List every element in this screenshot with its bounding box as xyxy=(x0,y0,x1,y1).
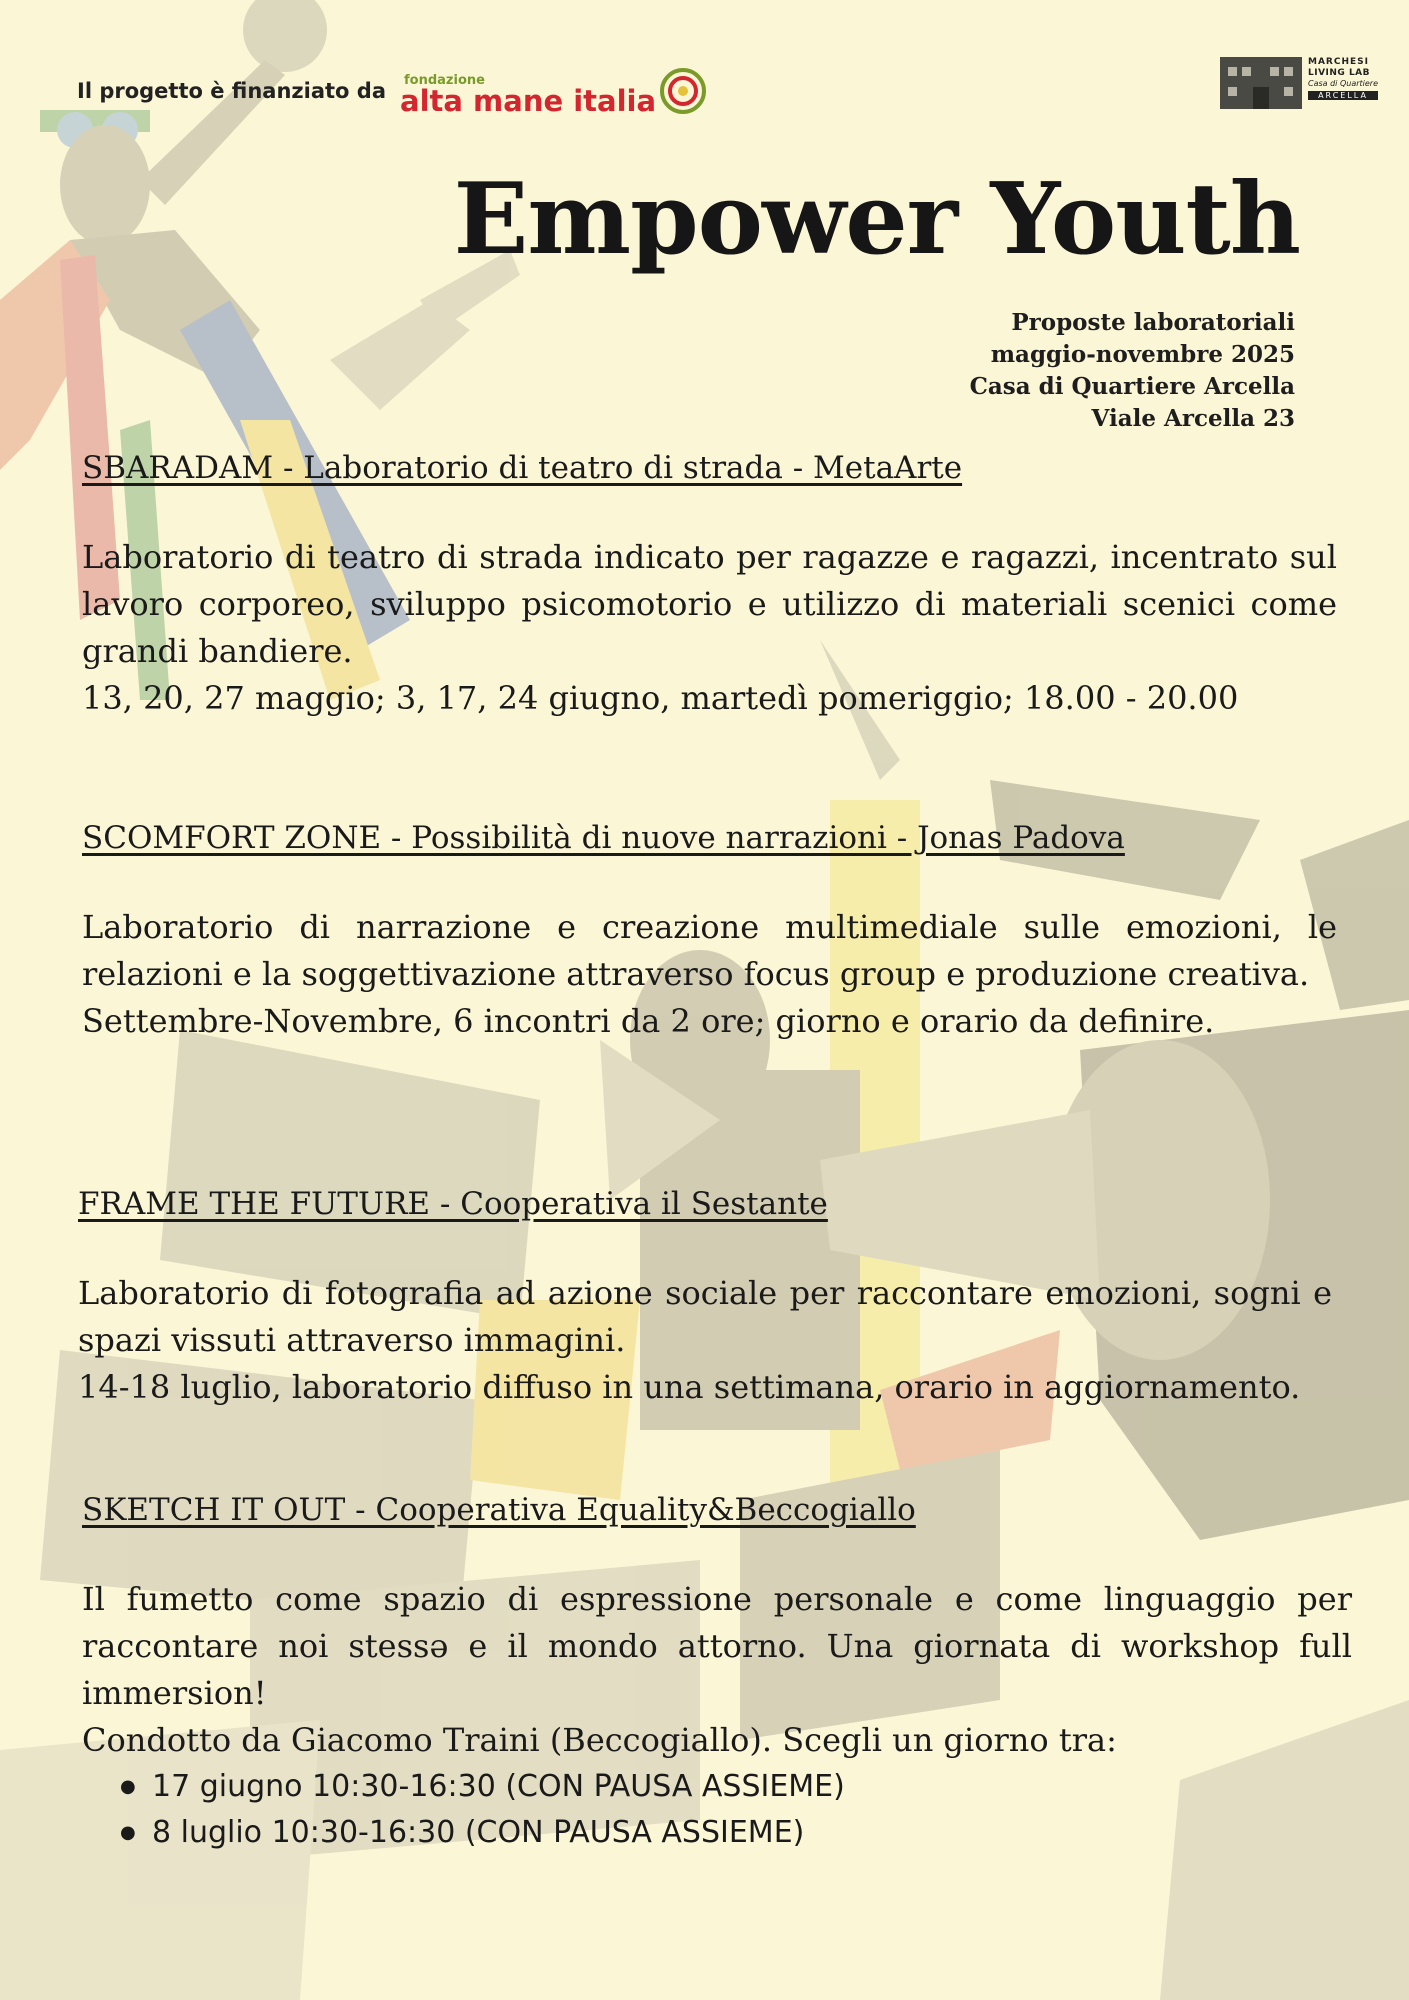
alta-mane-italia-logo xyxy=(400,66,708,116)
page-title: Empower Youth xyxy=(453,162,1300,277)
sponsor-small-text: fondazione xyxy=(404,73,485,88)
partner-name-line3: Casa di Quartiere xyxy=(1308,79,1378,88)
partner-name-line4: ARCELLA xyxy=(1308,91,1378,100)
workshop-description: Il fumetto come spazio di espressione personale e come linguaggio per raccontare noi stessə e il mondo attorno. Una giornata di workshop full immersion! xyxy=(82,1580,1352,1712)
workshop-title: SKETCH IT OUT - Cooperativa Equality&Beccogiallo xyxy=(82,1492,916,1528)
event-info-line2: maggio-novembre 2025 xyxy=(990,341,1295,368)
list-item: ● 8 luglio 10:30-16:30 (CON PAUSA ASSIEME) xyxy=(120,1810,1352,1856)
workshop-description: Laboratorio di fotografia ad azione sociale per raccontare emozioni, sogni e spazi vissuti attraverso immagini. xyxy=(78,1274,1332,1359)
workshop-title: FRAME THE FUTURE - Cooperativa il Sestante xyxy=(78,1186,828,1222)
event-info-line3: Casa di Quartiere Arcella xyxy=(969,373,1295,400)
funding-text: Il progetto è finanziato da xyxy=(77,79,386,103)
workshop-title: SCOMFORT ZONE - Possibilità di nuove narrazioni - Jonas Padova xyxy=(82,820,1125,856)
funding-credit xyxy=(77,66,708,116)
workshop-sketch-it-out xyxy=(82,1490,1352,1856)
workshop-frame-the-future xyxy=(78,1184,1332,1411)
marchesi-living-lab-logo xyxy=(1220,57,1378,109)
event-info-line1: Proposte laboratoriali xyxy=(1011,309,1295,336)
event-info xyxy=(700,307,1295,435)
workshop-sbaradam xyxy=(82,448,1337,722)
workshop-schedule: Settembre-Novembre, 6 incontri da 2 ore; giorno e orario da definire. xyxy=(82,1002,1215,1040)
sponsor-swirl-icon xyxy=(658,66,708,116)
workshop-schedule: 14-18 luglio, laboratorio diffuso in una settimana, orario in aggiornamento. xyxy=(78,1368,1301,1406)
workshop-description: Laboratorio di teatro di strada indicato per ragazze e ragazzi, incentrato sul lavoro corporeo, sviluppo psicomotorio e utilizzo di materiali scenici come grandi bandiere. xyxy=(82,538,1337,670)
workshop-scomfort-zone xyxy=(82,818,1337,1045)
event-info-line4: Viale Arcella 23 xyxy=(1091,405,1295,432)
workshop-schedule: 13, 20, 27 maggio; 3, 17, 24 giugno, martedì pomeriggio; 18.00 - 20.00 xyxy=(82,679,1239,717)
partner-name-line2: LIVING LAB xyxy=(1308,68,1371,78)
sponsor-name: alta mane italia xyxy=(400,84,657,118)
workshop-description: Laboratorio di narrazione e creazione multimediale sulle emozioni, le relazioni e la soggettivazione attraverso focus group e produzione creativa. xyxy=(82,908,1337,993)
date-options-list xyxy=(82,1764,1352,1856)
partner-name-line1: MARCHESI xyxy=(1308,57,1369,67)
workshop-title: SBARADAM - Laboratorio di teatro di strada - MetaArte xyxy=(82,450,963,486)
building-icon xyxy=(1220,57,1302,109)
list-item: ● 17 giugno 10:30-16:30 (CON PAUSA ASSIEME) xyxy=(120,1764,1352,1810)
workshop-schedule: Condotto da Giacomo Traini (Beccogiallo). Scegli un giorno tra: xyxy=(82,1721,1117,1759)
